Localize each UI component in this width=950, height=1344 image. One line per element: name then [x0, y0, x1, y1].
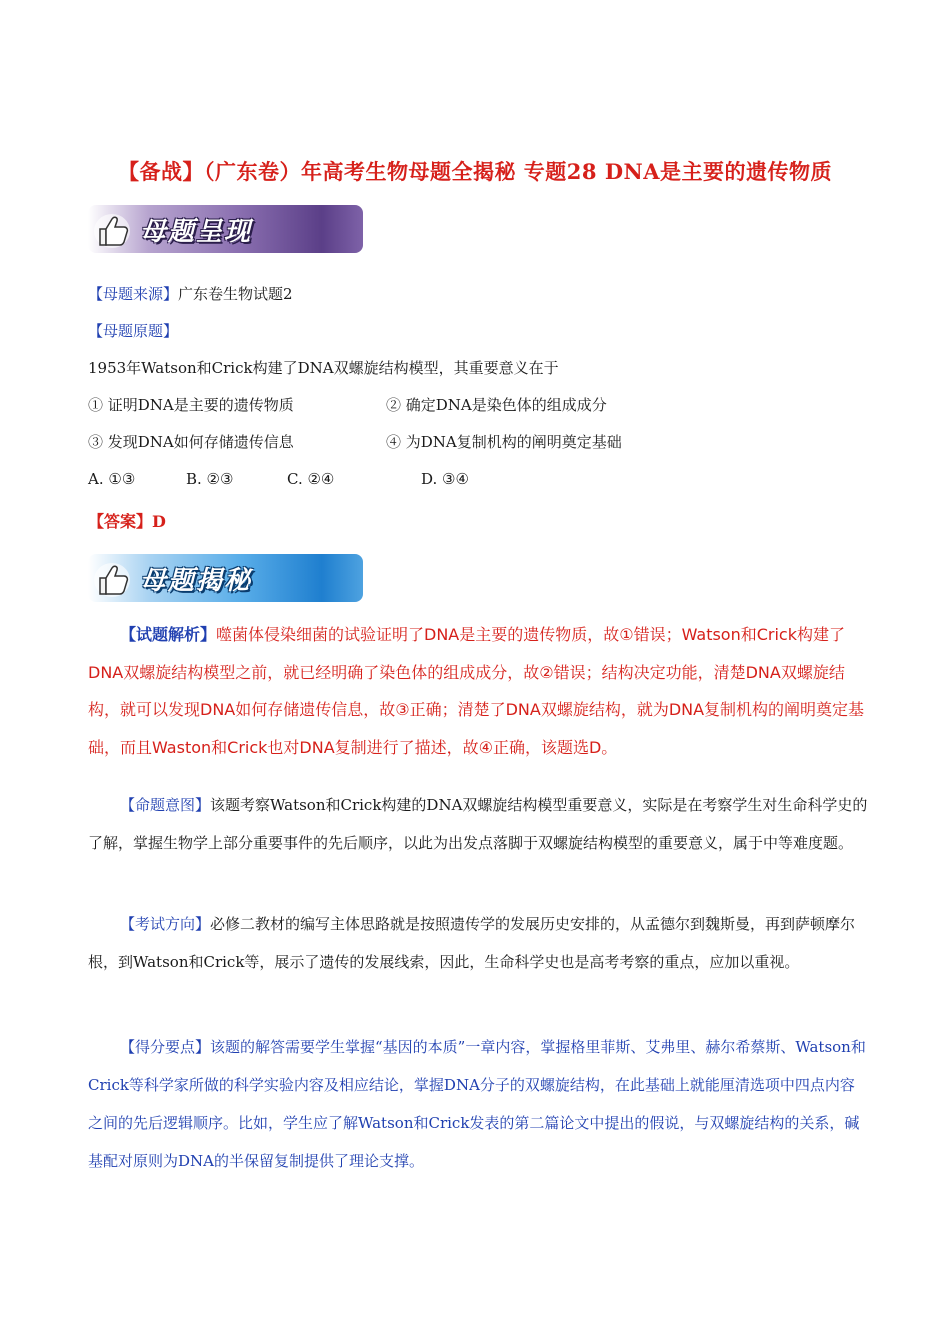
option-a: A. ①③ [88, 470, 136, 488]
statement-1: ① 证明DNA是主要的遗传物质 [88, 396, 294, 414]
banner-title: 母题呈现 [140, 217, 253, 247]
analysis-paragraph [88, 616, 868, 766]
answer-value: D [152, 512, 166, 531]
points-paragraph [88, 1028, 868, 1180]
section-banner-presentation [88, 205, 363, 253]
option-b: B. ②③ [186, 470, 234, 488]
direction-paragraph [88, 905, 868, 981]
section-banner-analysis [88, 554, 363, 602]
points-text: 该题的解答需要学生掌握“基因的本质”一章内容，掌握格里菲斯、艾弗里、赫尔希蔡斯、Watson和Crick等科学家所做的科学实验内容及相应结论，掌握DNA分子的双螺旋结构，在此基础上就能厘清选项中四点内容之间的先后逻辑顺序。比如，学生应了解Watson和Crick发表的第二篇论文中提出的假说，与双螺旋结构的关系，碱基配对原则为DNA的半保留复制提供了理论支撑。 [88, 1038, 866, 1170]
intent-label: 【命题意图】 [120, 796, 211, 814]
answer-label: 【答案】 [88, 512, 153, 531]
intent-text: 该题考察Watson和Crick构建的DNA双螺旋结构模型重要意义，实际是在考察学生对生命科学史的了解，掌握生物学上部分重要事件的先后顺序，以此为出发点落脚于双螺旋结构模型的重要意义，属于中等难度题。 [88, 796, 868, 852]
statement-2: ② 确定DNA是染色体的组成成分 [386, 396, 607, 414]
thumbs-up-icon [90, 207, 134, 251]
page-title: 【备战】（广东卷）年高考生物母题全揭秘 专题28 DNA是主要的遗传物质 [117, 159, 833, 184]
option-d: D. ③④ [421, 470, 469, 488]
source-line [88, 284, 293, 304]
banner-title: 母题揭秘 [140, 566, 253, 596]
original-label: 【母题原题】 [88, 322, 179, 340]
source-text: 广东卷生物试题2 [178, 285, 293, 303]
source-label: 【母题来源】 [88, 285, 179, 303]
points-label: 【得分要点】 [120, 1038, 211, 1056]
analysis-label: 【试题解析】 [120, 625, 217, 644]
direction-label: 【考试方向】 [120, 915, 211, 933]
statement-3: ③ 发现DNA如何存储遗传信息 [88, 433, 294, 451]
thumbs-up-icon [90, 556, 134, 600]
question-text: 1953年Watson和Crick构建了DNA双螺旋结构模型，其重要意义在于 [88, 359, 559, 377]
statement-4: ④ 为DNA复制机构的阐明奠定基础 [386, 433, 622, 451]
answer-line [88, 512, 166, 532]
analysis-text: 噬菌体侵染细菌的试验证明了DNA是主要的遗传物质，故①错误；Watson和Crick构建了DNA双螺旋结构模型之前，就已经明确了染色体的组成成分，故②错误；结构决定功能，清楚DNA双螺旋结构，就可以发现DNA如何存储遗传信息，故③正确；清楚了DNA双螺旋结构，就为DNA复制机构的阐明奠定基础，而且Waston和Crick也对DNA复制进行了描述，故④正确，该题选D。 [88, 625, 865, 757]
direction-text: 必修二教材的编写主体思路就是按照遗传学的发展历史安排的，从孟德尔到魏斯曼，再到萨顿摩尔根，到Watson和Crick等，展示了遗传的发展线索，因此，生命科学史也是高考考察的重点，应加以重视。 [88, 915, 856, 971]
intent-paragraph [88, 786, 868, 862]
option-c: C. ②④ [287, 470, 335, 488]
